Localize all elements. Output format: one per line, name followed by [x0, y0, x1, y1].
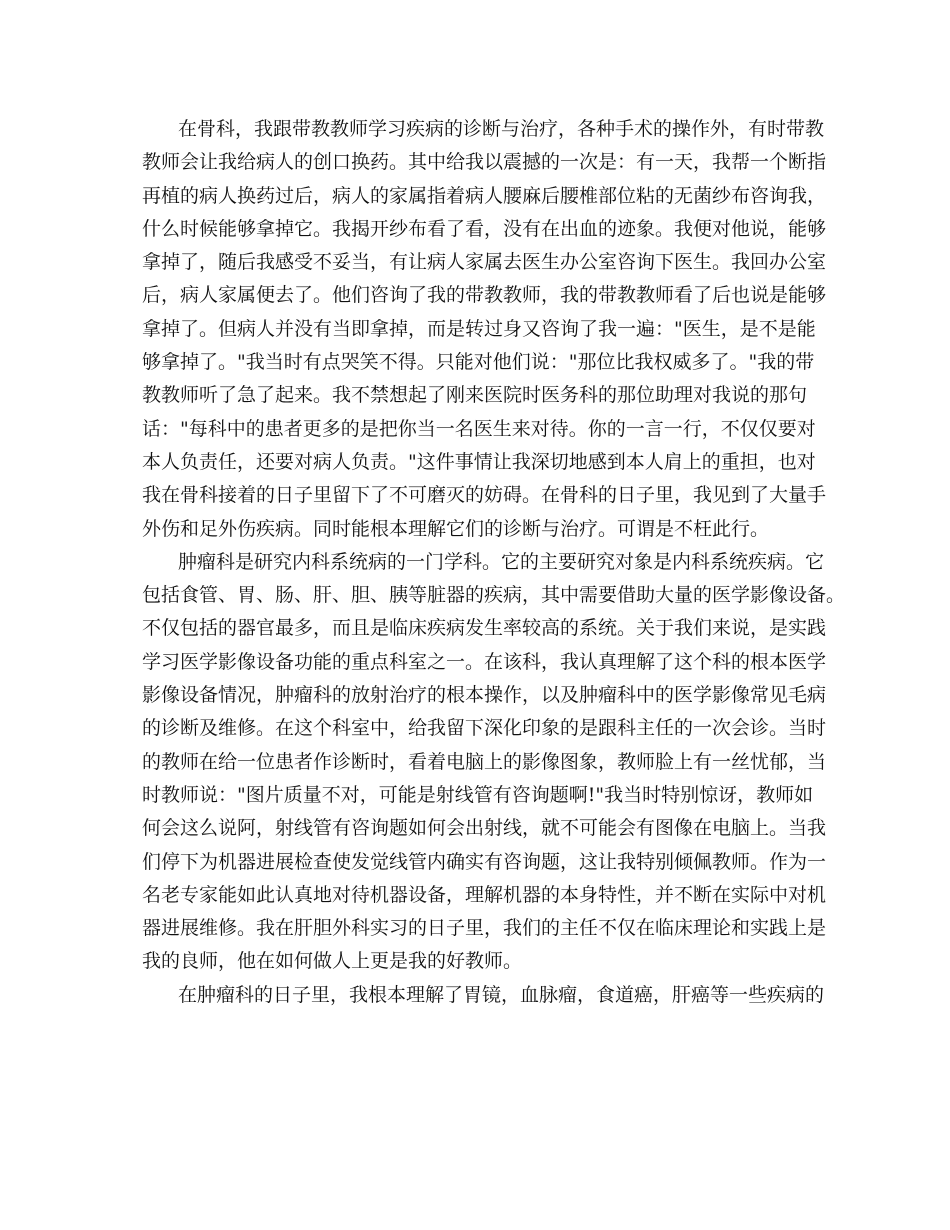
text-line: 们停下为机器进展检查使发觉线管内确实有咨询题，这让我特别倾佩教师。作为一	[142, 850, 827, 873]
document-body	[142, 113, 846, 1012]
text-line: 学习医学影像设备功能的重点科室之一。在该科，我认真理解了这个科的根本医学	[142, 650, 827, 673]
text-line: 我在骨科接着的日子里留下了不可磨灭的妨碍。在骨科的日子里，我见到了大量手	[142, 484, 827, 507]
text-line: 器进展维修。我在肝胆外科实习的日子里，我们的主任不仅在临床理论和实践上是	[142, 917, 827, 940]
paragraph-oncology	[142, 546, 846, 979]
text-line: 不仅包括的器官最多，而且是临床疾病发生率较高的系统。关于我们来说，是实践	[142, 617, 827, 640]
text-line: 后，病人家属便去了。他们咨询了我的带教教师，我的带教教师看了后也说是能够	[142, 284, 827, 307]
text-line: 的诊断及维修。在这个科室中，给我留下深化印象的是跟科主任的一次会诊。当时	[142, 717, 827, 740]
text-line: 何会这么说阿，射线管有咨询题如何会出射线，就不可能会有图像在电脑上。当我	[142, 817, 827, 840]
text-line: 的教师在给一位患者作诊断时，看着电脑上的影像图象，教师脸上有一丝忧郁，当	[142, 750, 827, 773]
text-line: 拿掉了。但病人并没有当即拿掉，而是转过身又咨询了我一遍："医生，是不是能	[142, 317, 816, 340]
paragraph-orthopedics	[142, 113, 827, 546]
text-line: 时教师说："图片质量不对，可能是射线管有咨询题啊!"我当时特别惊讶，教师如	[142, 783, 814, 806]
text-line: 再植的病人换药过后，病人的家属指着病人腰麻后腰椎部位粘的无菌纱布咨询我，	[142, 184, 827, 207]
text-line: 名老专家能如此认真地对待机器设备，理解机器的本身特性，并不断在实际中对机	[142, 883, 827, 906]
text-line: 教教师听了急了起来。我不禁想起了刚来医院时医务科的那位助理对我说的那句	[142, 384, 808, 407]
text-line: 外伤和足外伤疾病。同时能根本理解它们的诊断与治疗。可谓是不枉此行。	[142, 517, 770, 540]
text-line: 话："每科中的患者更多的是把你当一名医生来对待。你的一言一行，不仅仅要对	[142, 417, 816, 440]
text-line: 拿掉了，随后我感受不妥当，有让病人家属去医生办公室咨询下医生。我回办公室	[142, 251, 827, 274]
text-line: 我的良师，他在如何做人上更是我的好教师。	[142, 950, 523, 973]
paragraph-oncology-days	[142, 979, 825, 1012]
text-line: 什么时候能够拿掉它。我揭开纱布看了看，没有在出血的迹象。我便对他说，能够	[142, 217, 827, 240]
text-line: 在肿瘤科的日子里，我根本理解了胃镜，血脉瘤，食道癌，肝癌等一些疾病的	[178, 983, 825, 1006]
text-line: 本人负责任，还要对病人负责。"这件事情让我深切地感到本人肩上的重担，也对	[142, 450, 816, 473]
text-line: 包括食管、胃、肠、肝、胆、胰等脏器的疾病，其中需要借助大量的医学影像设备。	[142, 584, 846, 607]
text-line: 影像设备情况，肿瘤科的放射治疗的根本操作，以及肿瘤科中的医学影像常见毛病	[142, 684, 827, 707]
text-line: 教师会让我给病人的创口换药。其中给我以震撼的一次是：有一天，我帮一个断指	[142, 151, 827, 174]
text-line: 够拿掉了。"我当时有点哭笑不得。只能对他们说："那位比我权威多了。"我的带	[142, 351, 815, 374]
text-line: 肿瘤科是研究内科系统病的一门学科。它的主要研究对象是内科系统疾病。它	[178, 550, 825, 573]
text-line: 在骨科，我跟带教教师学习疾病的诊断与治疗，各种手术的操作外，有时带教	[178, 118, 825, 140]
